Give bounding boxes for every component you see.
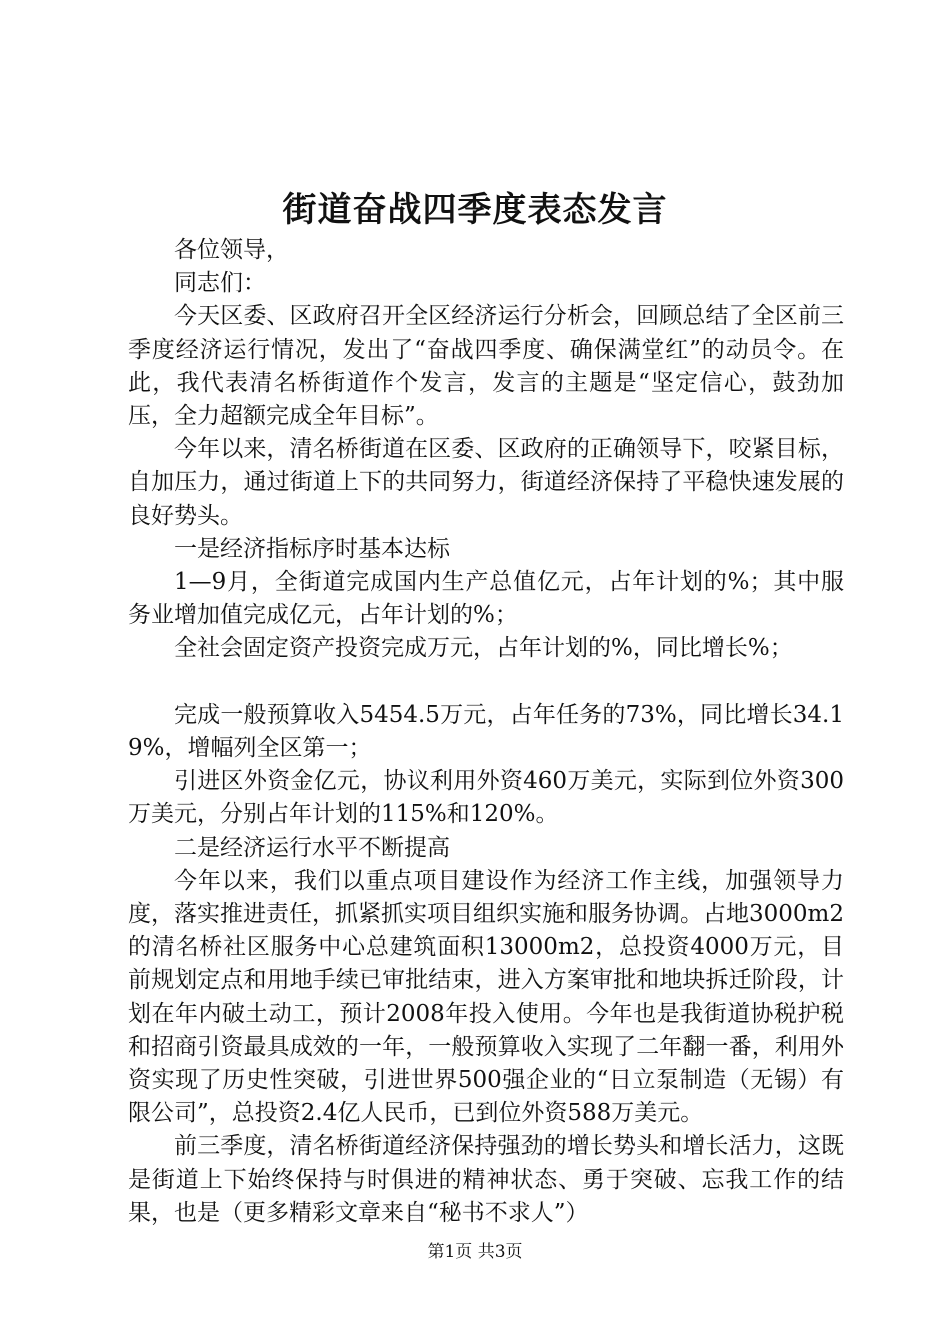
paragraph-key-projects: 今年以来，我们以重点项目建设作为经济工作主线，加强领导力度，落实推进责任，抓紧抓实项目组织实施和服务协调。占地3000m2的清名桥社区服务中心总建筑面积13000m2，总投资4000万元，目前规划定点和用地手续已审批结束，进入方案审批和地块拆迁阶段，计划在年内破土动工，预计2008年投入使用。今年也是我街道协税护税和招商引资最具成效的一年，一般预算收入实现了二年翻一番，利用外资实现了历史性突破，引进世界500强企业的“日立泵制造（无锡）有限公司”，总投资2.4亿人民币，已到位外资588万美元。 [128,867,844,1127]
paragraph-intro: 今天区委、区政府召开全区经济运行分析会，回顾总结了全区前三季度经济运行情况，发出了“奋战四季度、确保满堂红”的动员令。在此，我代表清名桥街道作个发言，发言的主题是“坚定信心，鼓劲加压，全力超额完成全年目标”。 [128,303,844,430]
blank-line [128,666,844,699]
section-heading-1: 一是经济指标序时基本达标 [174,535,450,562]
paragraph-fixed-investment: 全社会固定资产投资完成万元，占年计划的%，同比增长%； [174,635,793,662]
page-footer: 第1页 共3页 [427,1242,523,1262]
paragraph-overview: 今年以来，清名桥街道在区委、区政府的正确领导下，咬紧目标，自加压力，通过街道上下的共同努力，街道经济保持了平稳快速发展的良好势头。 [128,436,844,529]
salutation-comrades: 同志们： [174,270,266,297]
paragraph-budget-revenue: 完成一般预算收入5454.5万元，占年任务的73%，同比增长34.19%，增幅列全区第一； [128,701,844,762]
salutation-leaders: 各位领导， [174,237,289,263]
paragraph-summary: 前三季度，清名桥街道经济保持强劲的增长势头和增长活力，这既是街道上下始终保持与时俱进的精神状态、勇于突破、忘我工作的结果，也是（更多精彩文章来自“秘书不求人”） [128,1133,844,1226]
document-title: 街道奋战四季度表态发言 [282,190,668,230]
section-heading-2: 二是经济运行水平不断提高 [174,834,450,861]
document-body [128,234,844,1230]
paragraph-foreign-capital: 引进区外资金亿元，协议利用外资460万美元，实际到位外资300万美元，分别占年计划的115%和120%。 [128,768,844,828]
paragraph-gdp: 1—9月，全街道完成国内生产总值亿元，占年计划的%；其中服务业增加值完成亿元，占年计划的%； [128,569,844,629]
